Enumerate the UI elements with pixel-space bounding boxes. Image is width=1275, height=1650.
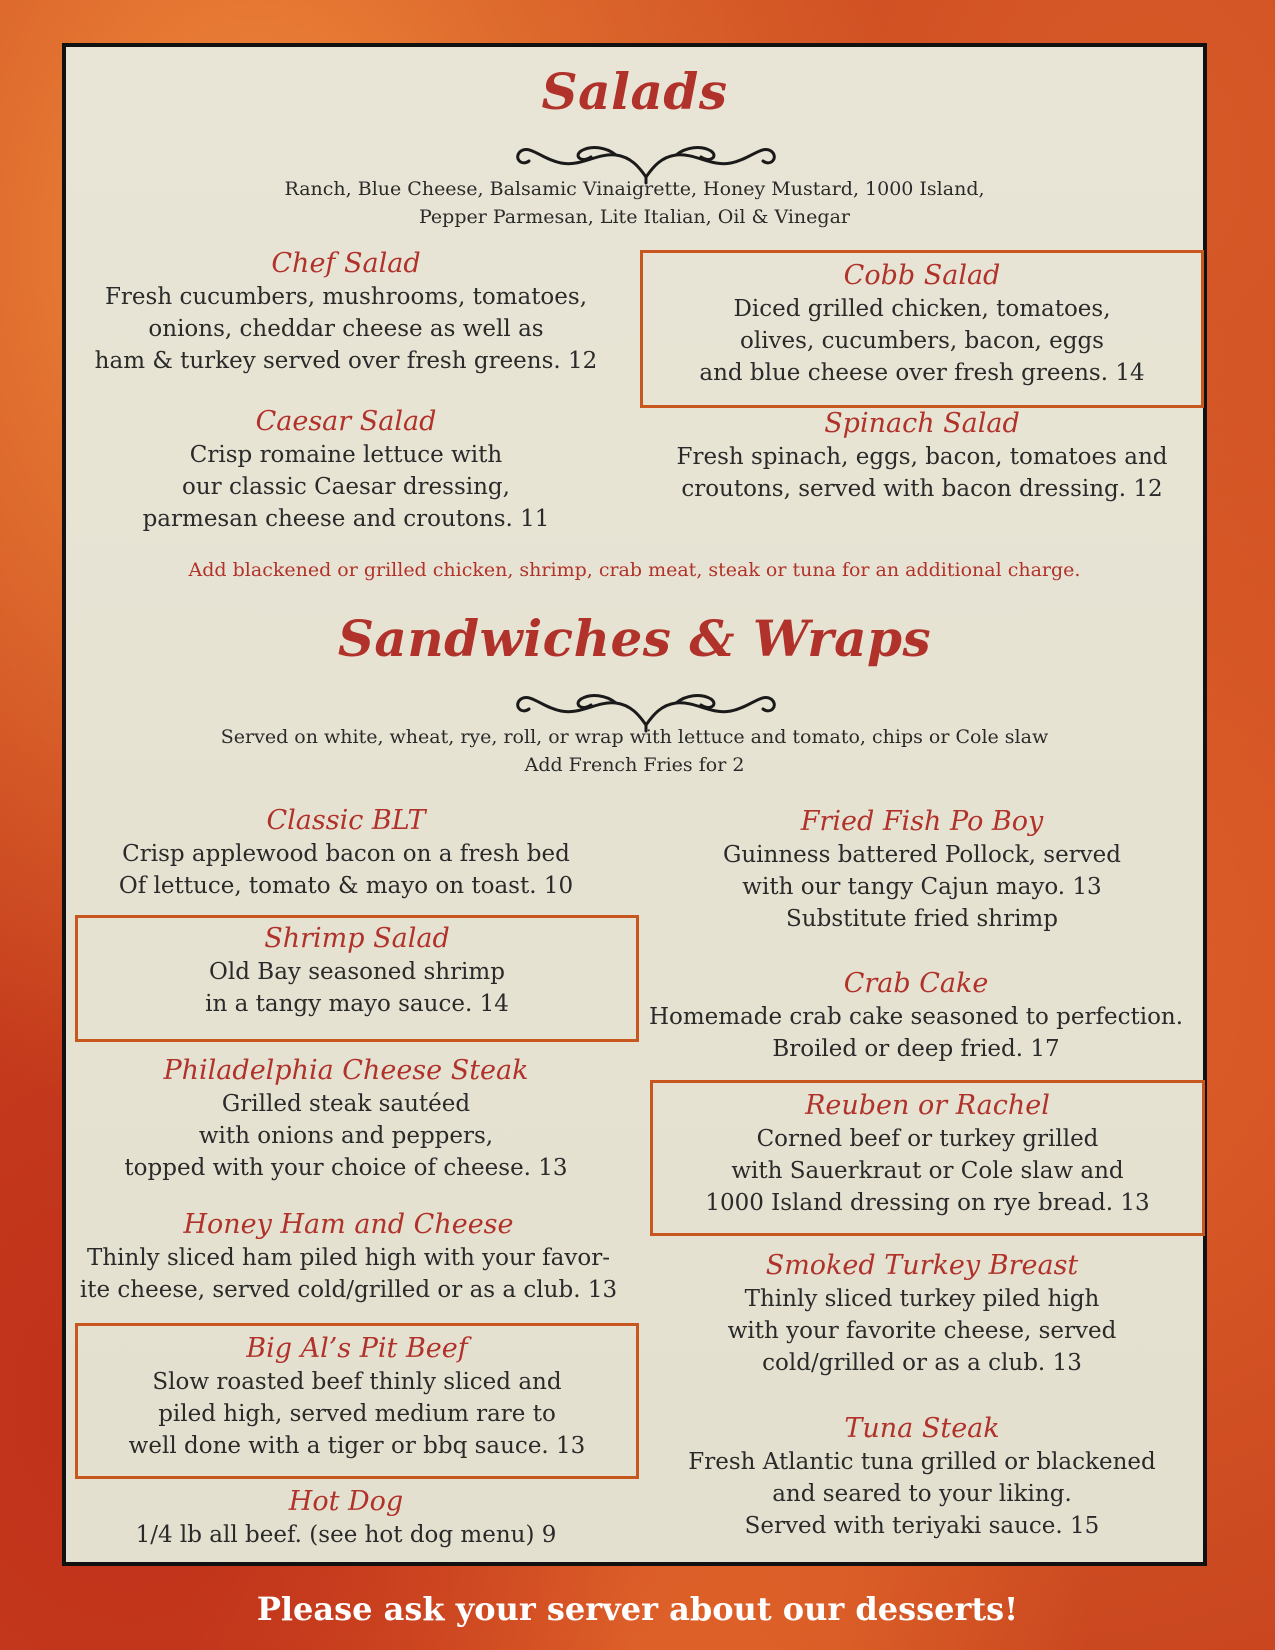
item-desc: Old Bay seasoned shrimp in a tangy mayo sauce. 14 — [205, 959, 509, 1017]
menu-item — [640, 1249, 1204, 1379]
menu-item-featured — [650, 1080, 1205, 1236]
dessert-footer: Please ask your server about our desserts! — [256, 1590, 1019, 1628]
item-desc: Fresh spinach, eggs, bacon, tomatoes and croutons, served with bacon dressing. 12 — [676, 444, 1168, 502]
item-name: Fried Fish Po Boy — [800, 806, 1044, 837]
menu-item — [81, 247, 611, 377]
item-name: Hot Dog — [288, 1486, 404, 1517]
item-name: Caesar Salad — [255, 406, 437, 437]
menu-item — [81, 405, 611, 535]
item-name: Big Al’s Pit Beef — [246, 1333, 468, 1364]
menu-item — [640, 407, 1204, 505]
item-desc: Diced grilled chicken, tomatoes, olives, cucumbers, bacon, eggs and blue cheese over fresh greens. 14 — [699, 296, 1145, 386]
item-desc: Crisp applewood bacon on a fresh bed Of lettuce, tomato & mayo on toast. 10 — [118, 841, 574, 899]
sandwiches-title: Sandwiches & Wraps — [337, 609, 932, 668]
menu-item — [626, 967, 1206, 1065]
menu-item — [640, 1412, 1204, 1542]
menu-item — [81, 804, 611, 902]
menu-item — [81, 1054, 611, 1184]
sandwich-note-line-1: Served on white, wheat, rye, roll, or wrap with lettuce and tomato, chips or Cole slaw — [220, 726, 1049, 748]
menu-item — [640, 805, 1204, 935]
menu-item — [81, 1485, 611, 1551]
item-desc: 1/4 lb all beef. (see hot dog menu) 9 — [135, 1522, 557, 1548]
item-name: Philadelphia Cheese Steak — [163, 1055, 529, 1086]
item-desc: Fresh Atlantic tuna grilled or blackened and seared to your liking. Served with teriyaki sauce. 15 — [688, 1449, 1156, 1539]
item-desc: Thinly sliced turkey piled high with your favorite cheese, served cold/grilled or as a club. 13 — [727, 1286, 1117, 1376]
dressings-line-1: Ranch, Blue Cheese, Balsamic Vinaigrette, Honey Mustard, 1000 Island, — [284, 178, 985, 200]
item-desc: Guinness battered Pollock, served with our tangy Cajun mayo. 13 Substitute fried shrimp — [723, 842, 1121, 932]
item-name: Smoked Turkey Breast — [765, 1250, 1079, 1281]
dressings-line-2: Pepper Parmesan, Lite Italian, Oil & Vinegar — [419, 206, 850, 228]
menu-item-featured — [640, 250, 1204, 408]
addon-note: Add blackened or grilled chicken, shrimp, crab meat, steak or tuna for an additional charge. — [188, 559, 1081, 581]
item-desc: Crisp romaine lettuce with our classic Caesar dressing, parmesan cheese and croutons. 11 — [142, 442, 550, 532]
item-desc: Fresh cucumbers, mushrooms, tomatoes, onions, cheddar cheese as well as ham & turkey served over fresh greens. 12 — [94, 284, 598, 374]
item-name: Reuben or Rachel — [805, 1090, 1050, 1121]
menu-item — [76, 1208, 621, 1306]
item-name: Classic BLT — [266, 805, 426, 836]
item-desc: Slow roasted beef thinly sliced and piled high, served medium rare to well done with a tiger or bbq sauce. 13 — [128, 1369, 586, 1459]
item-desc: Homemade crab cake seasoned to perfection. Broiled or deep fried. 17 — [648, 1004, 1184, 1062]
item-desc: Grilled steak sautéed with onions and peppers, topped with your choice of cheese. 13 — [124, 1091, 568, 1181]
item-name: Chef Salad — [271, 248, 421, 279]
item-name: Crab Cake — [843, 968, 989, 999]
item-name: Spinach Salad — [824, 408, 1020, 439]
sandwich-note-line-2: Add French Fries for 2 — [524, 754, 745, 776]
item-name: Tuna Steak — [844, 1413, 1000, 1444]
item-name: Shrimp Salad — [264, 923, 450, 954]
menu-panel — [62, 43, 1207, 1566]
item-desc: Thinly sliced ham piled high with your favor- ite cheese, served cold/grilled or as a club. 13 — [79, 1245, 618, 1303]
item-name: Honey Ham and Cheese — [183, 1209, 514, 1240]
item-desc: Corned beef or turkey grilled with Sauerkraut or Cole slaw and 1000 Island dressing on rye bread. 13 — [705, 1126, 1150, 1216]
item-name: Cobb Salad — [843, 260, 1001, 291]
salads-title: Salads — [541, 62, 728, 121]
menu-item-featured — [75, 915, 639, 1042]
menu-item-featured — [75, 1323, 639, 1479]
